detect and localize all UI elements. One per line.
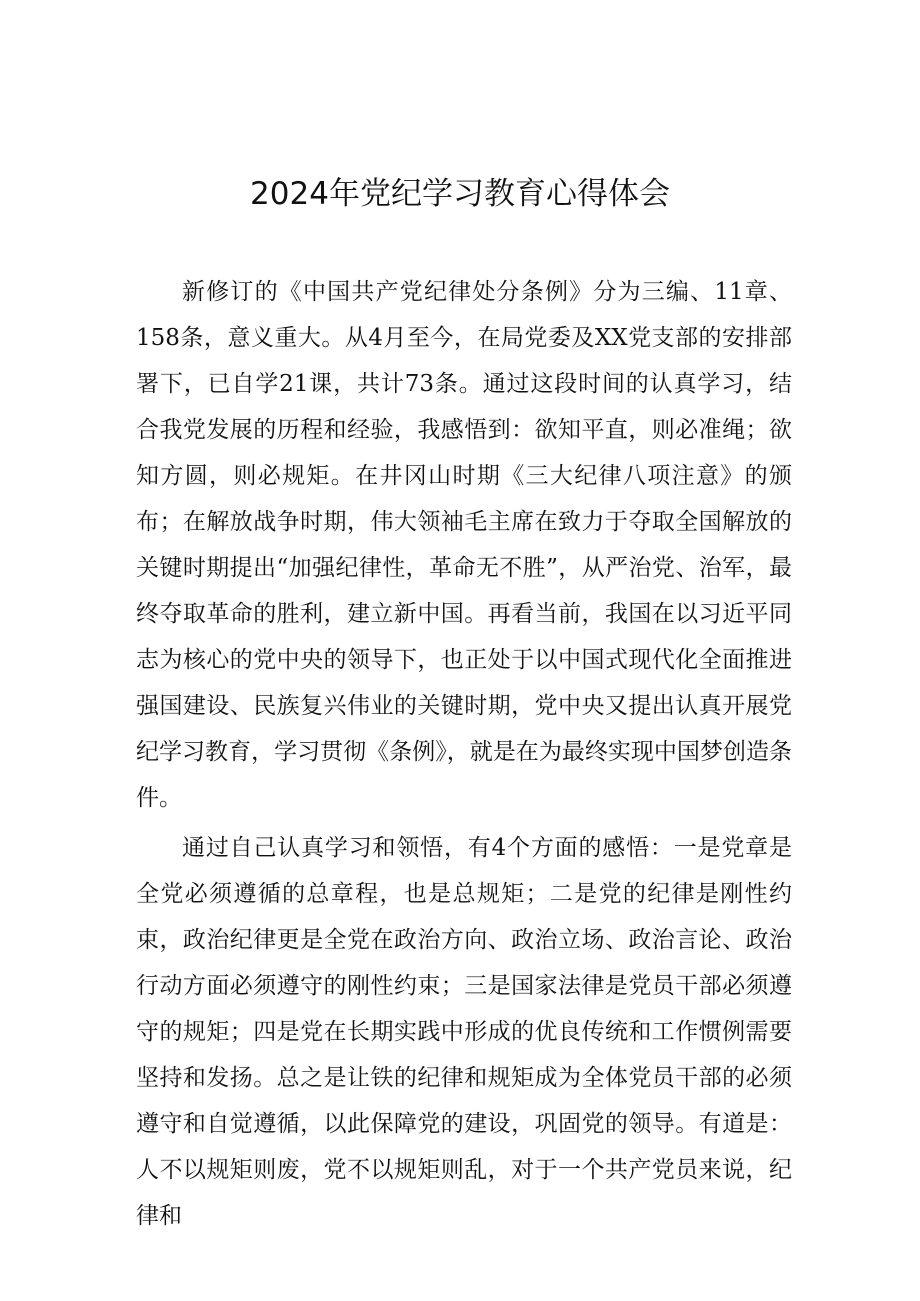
document-body [136, 269, 792, 1239]
paragraph-2: 通过自己认真学习和领悟，有4个方面的感悟：一是党章是全党必须遵循的总章程，也是总规矩；二是党的纪律是刚性约束，政治纪律更是全党在政治方向、政治立场、政治言论、政治行动方面必须遵守的刚性约束；三是国家法律是党员干部必须遵守的规矩；四是党在长期实践中形成的优良传统和工作惯例需要坚持和发扬。总之是让铁的纪律和规矩成为全体党员干部的必须遵守和自觉遵循，以此保障党的建设，巩固党的领导。有道是：人不以规矩则废，党不以规矩则乱，对于一个共产党员来说，纪律和 [136, 835, 792, 1229]
paragraph-1: 新修订的《中国共产党纪律处分条例》分为三编、11章、158条，意义重大。从4月至今，在局党委及XX党支部的安排部署下，已自学21课，共计73条。通过这段时间的认真学习，结合我党发展的历程和经验，我感悟到：欲知平直，则必准绳；欲知方圆，则必规矩。在井冈山时期《三大纪律八项注意》的颁布；在解放战争时期，伟大领袖毛主席在致力于夺取全国解放的关键时期提出“加强纪律性，革命无不胜”，从严治党、治军，最终夺取革命的胜利，建立新中国。再看当前，我国在以习近平同志为核心的党中央的领导下，也正处于以中国式现代化全面推进强国建设、民族复兴伟业的关键时期，党中央又提出认真开展党纪学习教育，学习贯彻《条例》，就是在为最终实现中国梦创造条件。 [136, 279, 792, 811]
document-title: 2024年党纪学习教育心得体会 [250, 176, 670, 212]
